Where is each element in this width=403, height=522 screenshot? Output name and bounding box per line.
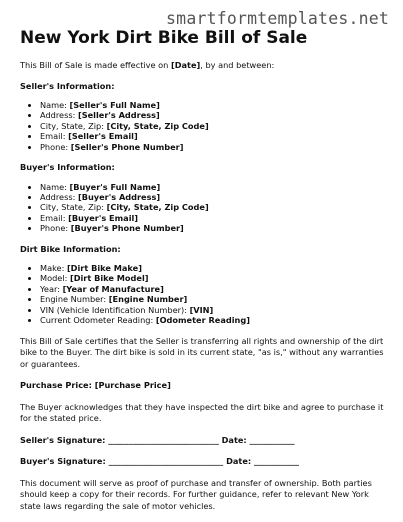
field-value: [Seller's Email]: [68, 131, 138, 142]
list-item: [40, 182, 388, 192]
list-item: [40, 202, 388, 212]
certification-paragraph: This Bill of Sale certifies that the Seller is transferring all rights and ownership of the dirt bike to the Buyer. The dirt bike is sold in its current state, "as is," without any warranties or guarantees.: [20, 335, 384, 369]
purchase-price-line: [20, 380, 388, 392]
field-label: Address:: [40, 191, 78, 202]
list-item: [40, 284, 388, 294]
field-label: Email:: [40, 212, 69, 223]
field-value: [Year of Manufacture]: [62, 283, 164, 294]
list-item: [40, 213, 388, 223]
list-item: [40, 142, 388, 152]
price-value: [Purchase Price]: [94, 380, 171, 390]
field-label: Current Odometer Reading:: [40, 315, 156, 326]
field-value: [Buyer's Address]: [77, 191, 161, 202]
list-item: [40, 223, 388, 233]
field-label: City, State, Zip:: [40, 202, 107, 213]
field-value: [Odometer Reading]: [155, 315, 250, 326]
field-label: Address:: [40, 110, 78, 121]
bike-list: [20, 263, 388, 325]
seller-signature-text: Seller's Signature: ___________________________ Date: ___________: [20, 434, 295, 445]
list-item: [40, 273, 388, 283]
field-value: [City, State, Zip Code]: [106, 202, 209, 213]
field-value: [Engine Number]: [108, 294, 188, 305]
closing-paragraph: This document will serve as proof of purchase and transfer of ownership. Both parties should keep a copy for their records. For further guidance, refer to relevant New York state laws regarding the sale of motor vehicles.: [20, 477, 372, 511]
date-field: [Date]: [170, 60, 201, 70]
bill-of-sale-document: [20, 28, 388, 522]
acknowledgement-paragraph: The Buyer acknowledges that they have inspected the dirt bike and agree to purchase it for the stated price.: [20, 401, 384, 423]
field-value: [Seller's Full Name]: [69, 100, 160, 110]
seller-signature-line: [20, 435, 388, 447]
field-label: Make:: [40, 263, 67, 274]
bike-heading: Dirt Bike Information:: [20, 243, 121, 254]
intro-paragraph: [20, 60, 388, 72]
buyer-signature-text: Buyer's Signature: ____________________________ Date: ___________: [20, 456, 300, 466]
list-item: [40, 131, 388, 141]
buyer-signature-line: [20, 456, 388, 468]
list-item: [40, 192, 388, 202]
seller-list: [20, 100, 388, 152]
field-label: Phone:: [40, 141, 71, 152]
intro-text: This Bill of Sale is made effective on: [20, 60, 171, 70]
buyer-heading: Buyer's Information:: [20, 162, 115, 173]
field-value: [Seller's Address]: [77, 110, 160, 121]
field-label: Email:: [40, 131, 69, 142]
field-label: Year:: [40, 283, 63, 294]
field-value: [Dirt Bike Make]: [66, 263, 142, 274]
field-value: [Buyer's Email]: [68, 212, 139, 223]
list-item: [40, 315, 388, 325]
field-label: Name:: [40, 100, 70, 110]
buyer-list: [20, 182, 388, 234]
field-label: City, State, Zip:: [40, 120, 107, 131]
price-label: Purchase Price:: [20, 380, 95, 390]
field-label: Model:: [40, 273, 70, 284]
document-title: New York Dirt Bike Bill of Sale: [20, 28, 308, 48]
field-label: Engine Number:: [40, 294, 109, 305]
field-label: Phone:: [40, 223, 71, 234]
field-label: Name:: [40, 181, 70, 192]
field-label: VIN (Vehicle Identification Number):: [40, 304, 190, 315]
seller-heading: Seller's Information:: [20, 80, 115, 91]
intro-text-end: , by and between:: [200, 60, 275, 70]
list-item: [40, 110, 388, 120]
list-item: [40, 263, 388, 273]
list-item: [40, 305, 388, 315]
field-value: [Buyer's Full Name]: [69, 181, 161, 192]
list-item: [40, 294, 388, 304]
list-item: [40, 100, 388, 110]
field-value: [City, State, Zip Code]: [106, 120, 209, 131]
list-item: [40, 121, 388, 131]
site-watermark: smartformtemplates.net: [166, 9, 389, 28]
field-value: [Dirt Bike Model]: [69, 273, 149, 284]
field-value: [VIN]: [189, 304, 214, 315]
field-value: [Buyer's Phone Number]: [70, 223, 184, 234]
field-value: [Seller's Phone Number]: [70, 141, 184, 152]
